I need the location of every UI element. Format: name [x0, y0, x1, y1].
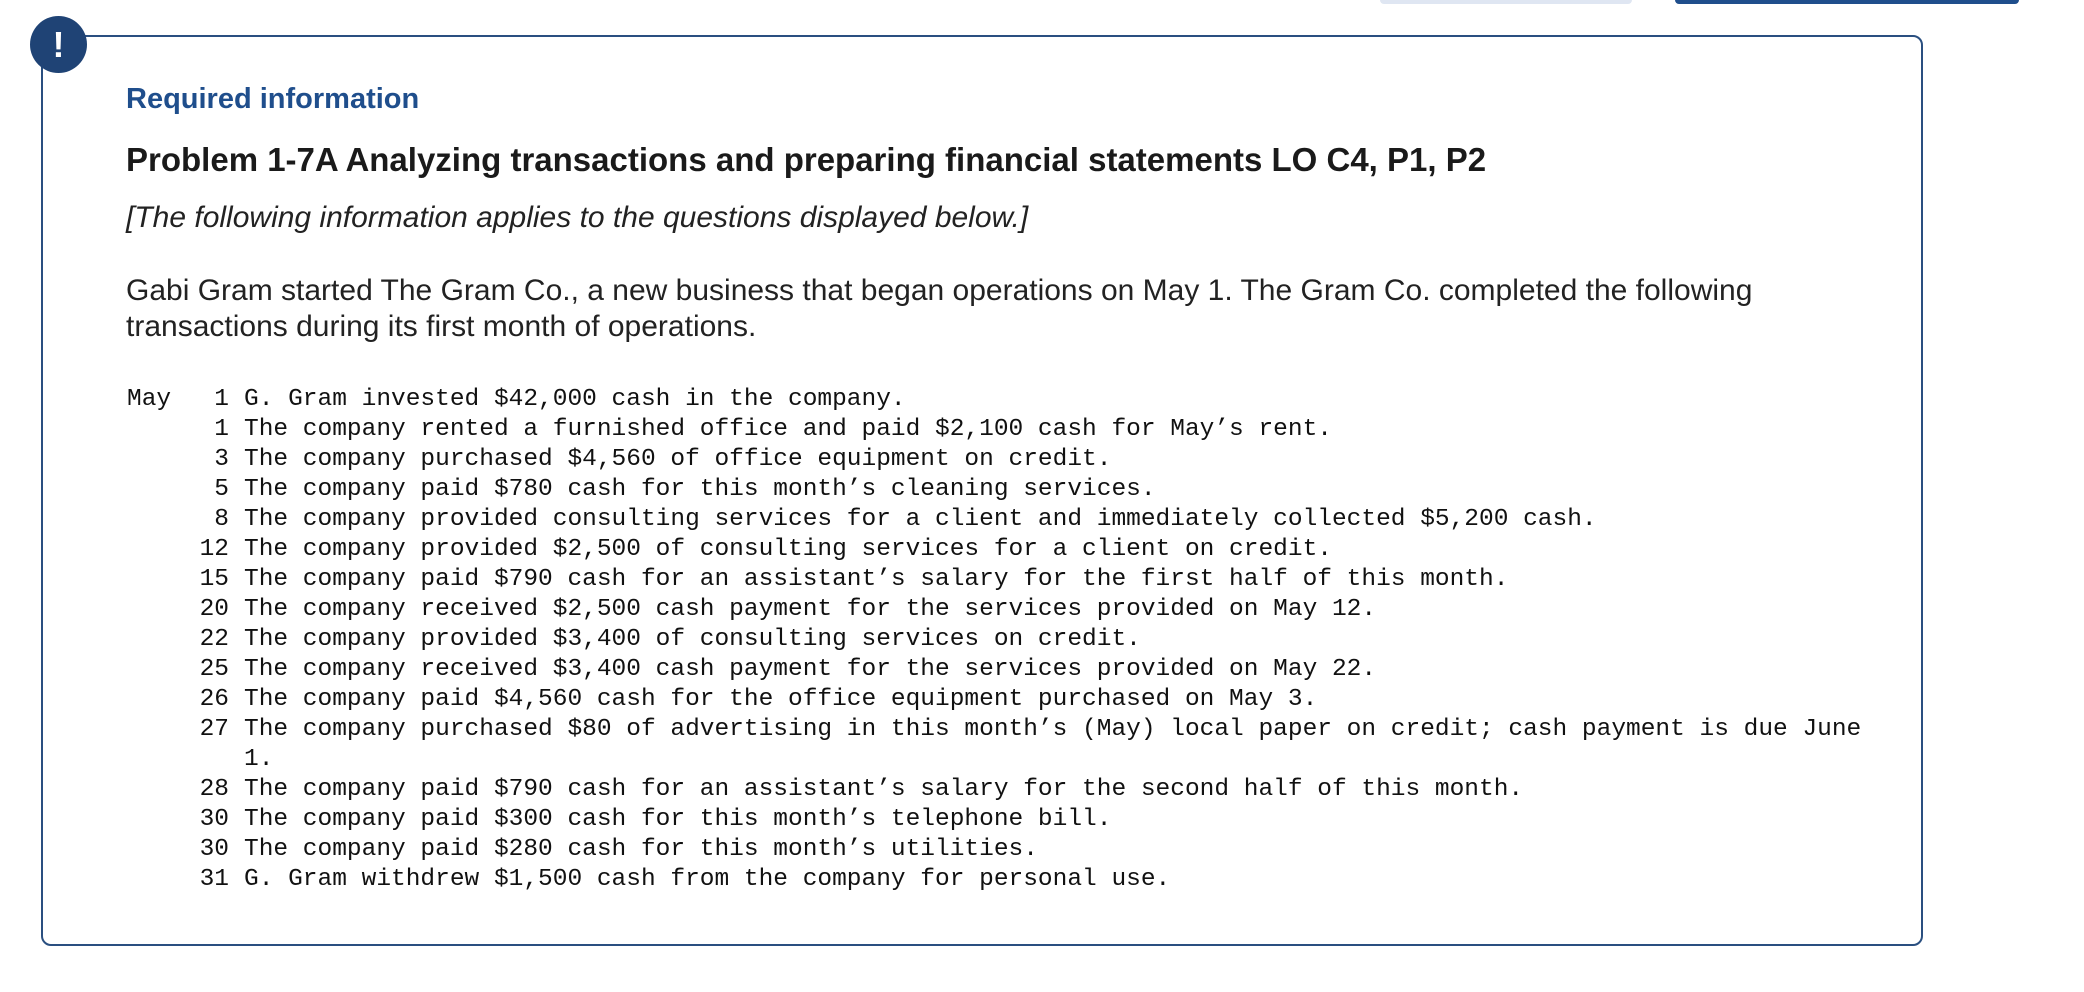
- transaction-text: The company received $3,400 cash payment for the services provided on May 22.: [244, 656, 1377, 683]
- transaction-text: The company paid $300 cash for this month’s telephone bill.: [244, 806, 1112, 833]
- transaction-row: [127, 445, 1907, 475]
- transaction-day: 25: [199, 656, 229, 683]
- transaction-row: [127, 655, 1907, 685]
- transaction-row: [127, 565, 1907, 595]
- transaction-day: 26: [199, 686, 229, 713]
- transaction-day: 30: [199, 836, 229, 863]
- transaction-day: 31: [199, 866, 229, 893]
- transaction-text: The company provided $2,500 of consulting services for a client on credit.: [244, 536, 1332, 563]
- required-information-heading: Required information: [126, 83, 420, 115]
- top-secondary-button[interactable]: [1380, 0, 1632, 4]
- transaction-row: [127, 415, 1907, 445]
- problem-title: Problem 1-7A Analyzing transactions and preparing financial statements LO C4, P1, P2: [126, 141, 1487, 178]
- transaction-text: The company paid $790 cash for an assistant’s salary for the first half of this month.: [244, 566, 1509, 593]
- transaction-row: [127, 595, 1907, 625]
- transaction-row: [127, 775, 1907, 805]
- transaction-text: The company purchased $4,560 of office equipment on credit.: [244, 446, 1112, 473]
- transaction-text: The company provided consulting services for a client and immediately collected $5,200 cash.: [244, 506, 1597, 533]
- transaction-row: [127, 805, 1907, 835]
- transaction-day: 1: [214, 416, 229, 443]
- transaction-text: The company paid $280 cash for this month’s utilities.: [244, 836, 1038, 863]
- transaction-row: [127, 685, 1907, 715]
- intro-paragraph: Gabi Gram started The Gram Co., a new business that began operations on May 1. The Gram Co. completed the following transactions during its first month of operations.: [126, 274, 1753, 343]
- transaction-row: [127, 865, 1907, 895]
- transaction-day: 22: [199, 626, 229, 653]
- transaction-day: 12: [199, 536, 229, 563]
- transaction-row: [127, 475, 1907, 505]
- transaction-day: 8: [214, 506, 229, 533]
- transaction-day: 28: [199, 776, 229, 803]
- transaction-text: The company paid $780 cash for this month’s cleaning services.: [244, 476, 1156, 503]
- transaction-day: 15: [199, 566, 229, 593]
- top-primary-button[interactable]: [1675, 0, 2019, 4]
- transaction-month: May: [127, 386, 172, 413]
- transaction-day: 30: [199, 806, 229, 833]
- transaction-row: [127, 835, 1907, 865]
- transaction-list: [127, 385, 1907, 895]
- transaction-text: The company paid $4,560 cash for the office equipment purchased on May 3.: [244, 686, 1318, 713]
- alert-icon: !: [30, 16, 87, 73]
- transaction-day: 5: [214, 476, 229, 503]
- transaction-day: 3: [214, 446, 229, 473]
- transaction-text: The company purchased $80 of advertising in this month’s (May) local paper on credit; cash payment is due June 1.: [244, 716, 1862, 773]
- transaction-text: The company rented a furnished office and paid $2,100 cash for May’s rent.: [244, 416, 1332, 443]
- applies-note: [The following information applies to the questions displayed below.]: [126, 201, 1029, 234]
- transaction-row: [127, 625, 1907, 655]
- transaction-row: [127, 715, 1907, 775]
- transaction-text: The company paid $790 cash for an assistant’s salary for the second half of this month.: [244, 776, 1524, 803]
- transaction-row: [127, 505, 1907, 535]
- transaction-text: The company provided $3,400 of consulting services on credit.: [244, 626, 1141, 653]
- transaction-text: The company received $2,500 cash payment for the services provided on May 12.: [244, 596, 1377, 623]
- transaction-day: 27: [199, 716, 229, 743]
- transaction-row: [127, 535, 1907, 565]
- transaction-day: 20: [199, 596, 229, 623]
- transaction-row: [127, 385, 1907, 415]
- transaction-text: G. Gram withdrew $1,500 cash from the company for personal use.: [244, 866, 1171, 893]
- transaction-day: 1: [214, 386, 229, 413]
- transaction-text: G. Gram invested $42,000 cash in the company.: [244, 386, 906, 413]
